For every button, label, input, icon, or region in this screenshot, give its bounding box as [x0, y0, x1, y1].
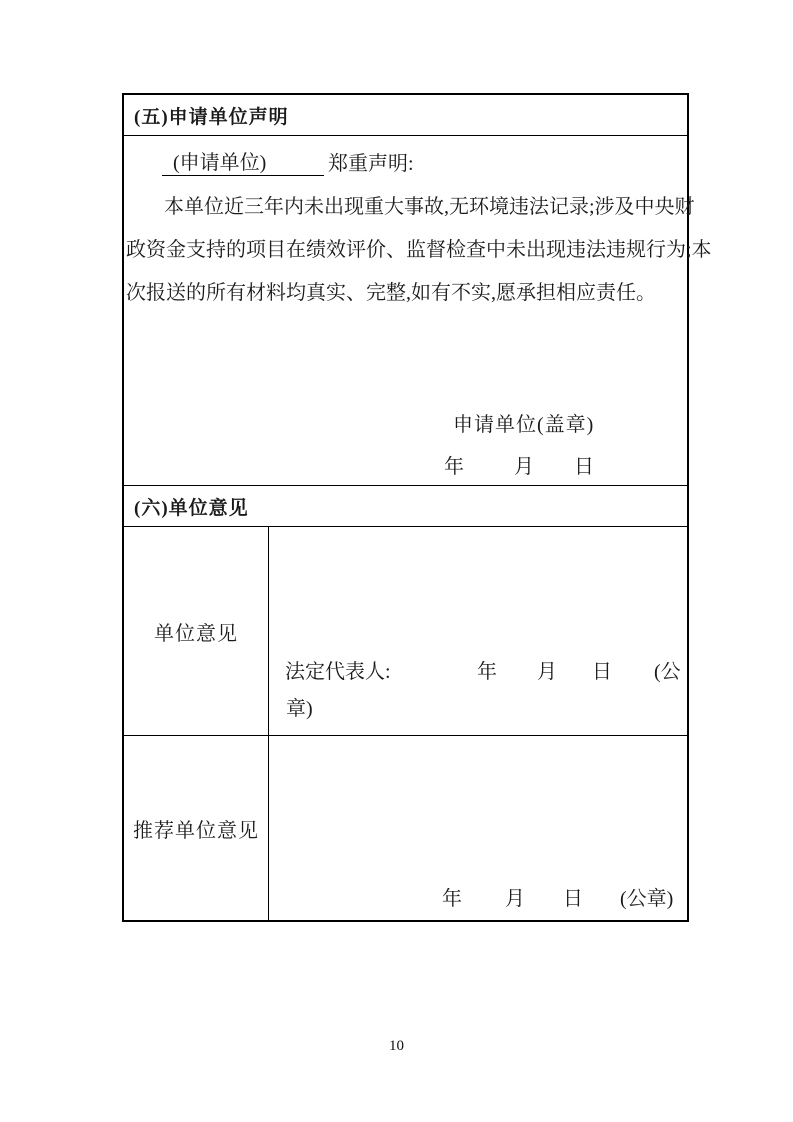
- page-number: 10: [389, 1038, 404, 1054]
- section5-header: [124, 95, 687, 136]
- day-label: 日: [574, 456, 594, 478]
- section6-header: [124, 486, 687, 527]
- recommend-opinion-content: [269, 736, 687, 920]
- recommend-opinion-row: [124, 736, 687, 920]
- declaration-body: [126, 186, 712, 315]
- day-label: 日: [563, 888, 583, 910]
- month-label: 月: [537, 661, 557, 683]
- declaration-line-1: 本单位近三年内未出现重大事故,无环境违法记录;涉及中央财: [164, 196, 695, 218]
- year-label: 年: [444, 456, 464, 478]
- applicant-name-blank: (申请单位): [162, 146, 324, 176]
- declaration-line-3: 次报送的所有材料均真实、完整,如有不实,愿承担相应责任。: [126, 282, 656, 304]
- section6-title: (六)单位意见: [134, 497, 249, 519]
- declare-lead-text: 郑重声明:: [328, 153, 414, 175]
- official-seal-label: (公章): [620, 888, 674, 910]
- unit-opinion-label: 单位意见: [124, 527, 269, 736]
- unit-opinion-row: [124, 527, 687, 736]
- legal-representative-label: 法定代表人:: [285, 661, 391, 683]
- official-seal-label-part2: 章): [286, 698, 313, 720]
- year-label: 年: [477, 661, 497, 683]
- declaration-line-2: 政资金支持的项目在绩效评价、监督检查中未出现违法违规行为;本: [126, 239, 712, 261]
- section5-title: (五)申请单位声明: [134, 106, 289, 128]
- declaration-cell: [124, 136, 712, 486]
- applicant-seal-label: 申请单位(盖章): [453, 414, 595, 436]
- month-label: 月: [505, 888, 525, 910]
- year-label: 年: [442, 888, 462, 910]
- declaration-opening-line: [162, 146, 414, 176]
- form-table: [122, 93, 712, 922]
- month-label: 月: [514, 456, 534, 478]
- day-label: 日: [592, 661, 612, 683]
- official-seal-label-part1: (公: [654, 661, 681, 683]
- recommend-opinion-label: 推荐单位意见: [124, 736, 269, 920]
- unit-opinion-content: [269, 527, 687, 736]
